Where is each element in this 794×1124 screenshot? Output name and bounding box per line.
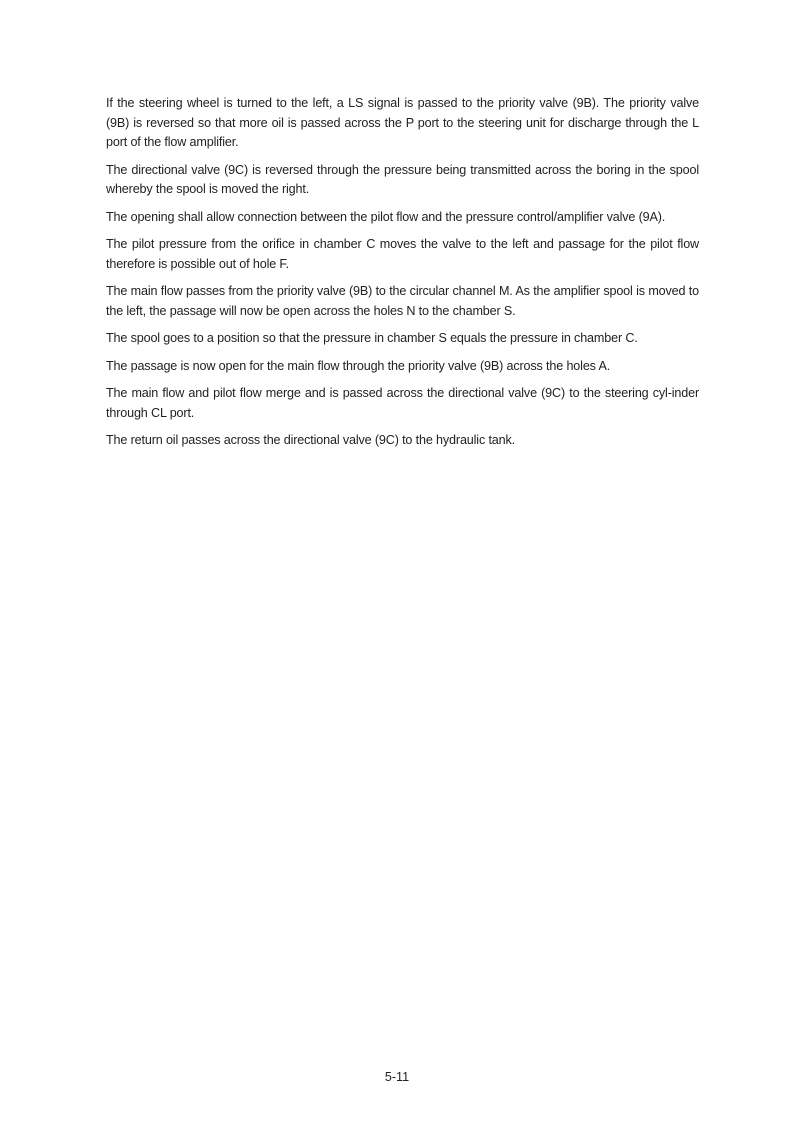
- page-number: 5-11: [384, 1070, 410, 1084]
- paragraph-1: If the steering wheel is turned to the left, a LS signal is passed to the priority valve (9B). The priority valve (9B) is reversed so that more oil is passed across the P port to the steering unit for discharge through the L port of the flow amplifier.: [106, 96, 699, 149]
- paragraph-9: The return oil passes across the directional valve (9C) to the hydraulic tank.: [106, 433, 515, 447]
- paragraph-7: The passage is now open for the main flow through the priority valve (9B) across the holes A.: [106, 358, 611, 373]
- paragraph-8: The main flow and pilot flow merge and is passed across the directional valve (9C) to the steering cyl-inder through CL port.: [106, 386, 699, 420]
- paragraph-5: The main flow passes from the priority valve (9B) to the circular channel M. As the amplifier spool is moved to the left, the passage will now be open across the holes N to the chamber S.: [106, 284, 699, 318]
- paragraph-6: The spool goes to a position so that the pressure in chamber S equals the pressure in chamber C.: [106, 331, 638, 345]
- document-body: [106, 94, 699, 459]
- paragraph-3: The opening shall allow connection between the pilot flow and the pressure control/amplifier valve (9A).: [106, 209, 666, 224]
- paragraph-2: The directional valve (9C) is reversed through the pressure being transmitted across the boring in the spool whereby the spool is moved the right.: [106, 162, 699, 196]
- paragraph-4: The pilot pressure from the orifice in chamber C moves the valve to the left and passage for the pilot flow therefore is possible out of hole F.: [106, 237, 699, 271]
